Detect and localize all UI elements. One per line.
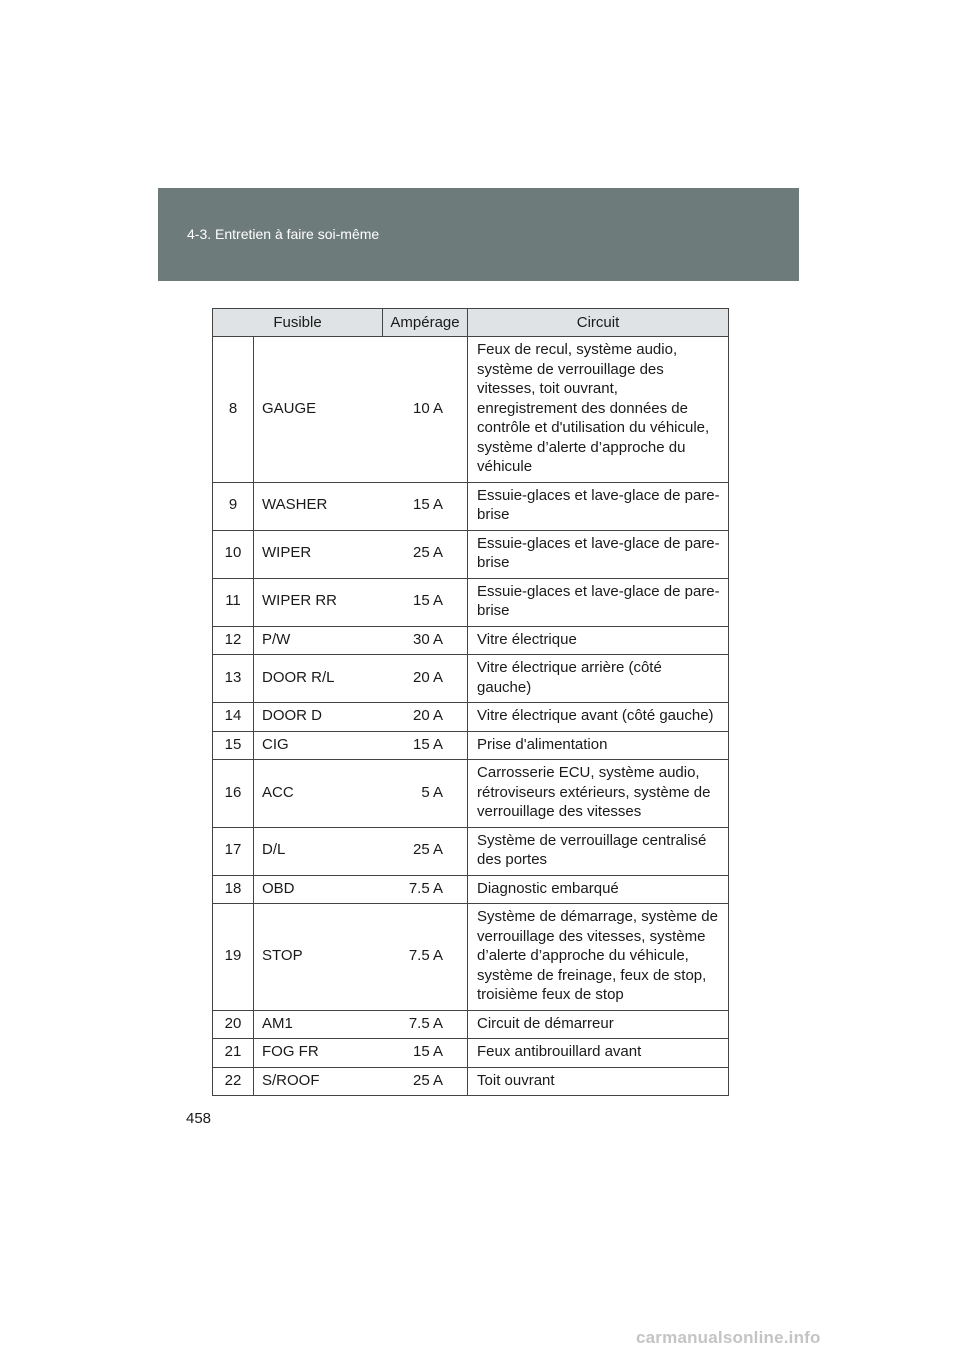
circuit-cell: Vitre électrique arrière (côté gauche) bbox=[468, 655, 729, 703]
table-header-row bbox=[213, 309, 729, 337]
fuse-number-cell: 22 bbox=[213, 1067, 254, 1096]
table-row bbox=[213, 875, 729, 904]
fuse-number-cell: 16 bbox=[213, 760, 254, 828]
fuse-number-cell: 9 bbox=[213, 482, 254, 530]
fuse-number-cell: 19 bbox=[213, 904, 254, 1011]
fuse-number-cell: 18 bbox=[213, 875, 254, 904]
circuit-cell: Toit ouvrant bbox=[468, 1067, 729, 1096]
fuse-number-cell: 12 bbox=[213, 626, 254, 655]
amperage-cell: 20 A bbox=[383, 655, 468, 703]
amperage-cell: 15 A bbox=[383, 482, 468, 530]
fuse-name-cell: AM1 bbox=[254, 1010, 383, 1039]
column-header-circuit: Circuit bbox=[468, 309, 729, 337]
fuse-name-cell: GAUGE bbox=[254, 337, 383, 483]
circuit-cell: Système de verrouillage centralisé des portes bbox=[468, 827, 729, 875]
fuse-number-cell: 8 bbox=[213, 337, 254, 483]
circuit-cell: Feux antibrouillard avant bbox=[468, 1039, 729, 1068]
fuse-name-cell: CIG bbox=[254, 731, 383, 760]
table-row bbox=[213, 337, 729, 483]
table-row bbox=[213, 1010, 729, 1039]
amperage-cell: 25 A bbox=[383, 827, 468, 875]
table-row bbox=[213, 760, 729, 828]
fuse-name-cell: P/W bbox=[254, 626, 383, 655]
fuse-name-cell: WIPER bbox=[254, 530, 383, 578]
amperage-cell: 7.5 A bbox=[383, 1010, 468, 1039]
table-row bbox=[213, 530, 729, 578]
column-header-amperage: Ampérage bbox=[383, 309, 468, 337]
amperage-cell: 20 A bbox=[383, 703, 468, 732]
table-row bbox=[213, 703, 729, 732]
fuse-name-cell: DOOR D bbox=[254, 703, 383, 732]
section-title: 4-3. Entretien à faire soi-même bbox=[187, 226, 380, 242]
fuse-number-cell: 20 bbox=[213, 1010, 254, 1039]
column-header-fuse: Fusible bbox=[213, 309, 383, 337]
amperage-cell: 25 A bbox=[383, 1067, 468, 1096]
fuse-name-cell: WIPER RR bbox=[254, 578, 383, 626]
fuse-name-cell: WASHER bbox=[254, 482, 383, 530]
table-row bbox=[213, 578, 729, 626]
page-number: 458 bbox=[186, 1110, 212, 1127]
circuit-cell: Carrosserie ECU, système audio, rétroviseurs extérieurs, système de verrouillage des vitesses bbox=[468, 760, 729, 828]
fuse-name-cell: ACC bbox=[254, 760, 383, 828]
fuse-number-cell: 13 bbox=[213, 655, 254, 703]
circuit-cell: Système de démarrage, système de verrouillage des vitesses, système d’alerte d’approche du véhicule, système de freinage, feux de stop, troisième feux de stop bbox=[468, 904, 729, 1011]
amperage-cell: 5 A bbox=[383, 760, 468, 828]
fuse-name-cell: DOOR R/L bbox=[254, 655, 383, 703]
table-row bbox=[213, 827, 729, 875]
fuse-number-cell: 21 bbox=[213, 1039, 254, 1068]
table-row bbox=[213, 655, 729, 703]
fuse-name-cell: D/L bbox=[254, 827, 383, 875]
fuse-name-cell: OBD bbox=[254, 875, 383, 904]
table-row bbox=[213, 904, 729, 1011]
circuit-cell: Vitre électrique avant (côté gauche) bbox=[468, 703, 729, 732]
fuse-number-cell: 11 bbox=[213, 578, 254, 626]
circuit-cell: Essuie-glaces et lave-glace de pare-brise bbox=[468, 578, 729, 626]
fuse-name-cell: STOP bbox=[254, 904, 383, 1011]
amperage-cell: 10 A bbox=[383, 337, 468, 483]
fuse-number-cell: 15 bbox=[213, 731, 254, 760]
fuse-table bbox=[212, 308, 729, 1096]
fuse-number-cell: 10 bbox=[213, 530, 254, 578]
fuse-number-cell: 14 bbox=[213, 703, 254, 732]
fuse-name-cell: FOG FR bbox=[254, 1039, 383, 1068]
table-row bbox=[213, 1039, 729, 1068]
circuit-cell: Diagnostic embarqué bbox=[468, 875, 729, 904]
watermark-text: carmanualsonline.info bbox=[636, 1328, 821, 1347]
circuit-cell: Essuie-glaces et lave-glace de pare-brise bbox=[468, 482, 729, 530]
amperage-cell: 15 A bbox=[383, 578, 468, 626]
amperage-cell: 7.5 A bbox=[383, 904, 468, 1011]
amperage-cell: 15 A bbox=[383, 731, 468, 760]
circuit-cell: Vitre électrique bbox=[468, 626, 729, 655]
amperage-cell: 15 A bbox=[383, 1039, 468, 1068]
table-row bbox=[213, 731, 729, 760]
circuit-cell: Circuit de démarreur bbox=[468, 1010, 729, 1039]
circuit-cell: Prise d'alimentation bbox=[468, 731, 729, 760]
fuse-name-cell: S/ROOF bbox=[254, 1067, 383, 1096]
amperage-cell: 25 A bbox=[383, 530, 468, 578]
table-row bbox=[213, 626, 729, 655]
section-header-band bbox=[158, 188, 799, 281]
circuit-cell: Essuie-glaces et lave-glace de pare-brise bbox=[468, 530, 729, 578]
amperage-cell: 7.5 A bbox=[383, 875, 468, 904]
amperage-cell: 30 A bbox=[383, 626, 468, 655]
fuse-number-cell: 17 bbox=[213, 827, 254, 875]
table-row bbox=[213, 482, 729, 530]
circuit-cell: Feux de recul, système audio, système de verrouillage des vitesses, toit ouvrant, enregistrement des données de contrôle et d'utilisation du véhicule, système d’alerte d’approche du véhicule bbox=[468, 337, 729, 483]
table-body bbox=[213, 337, 729, 1096]
table-row bbox=[213, 1067, 729, 1096]
